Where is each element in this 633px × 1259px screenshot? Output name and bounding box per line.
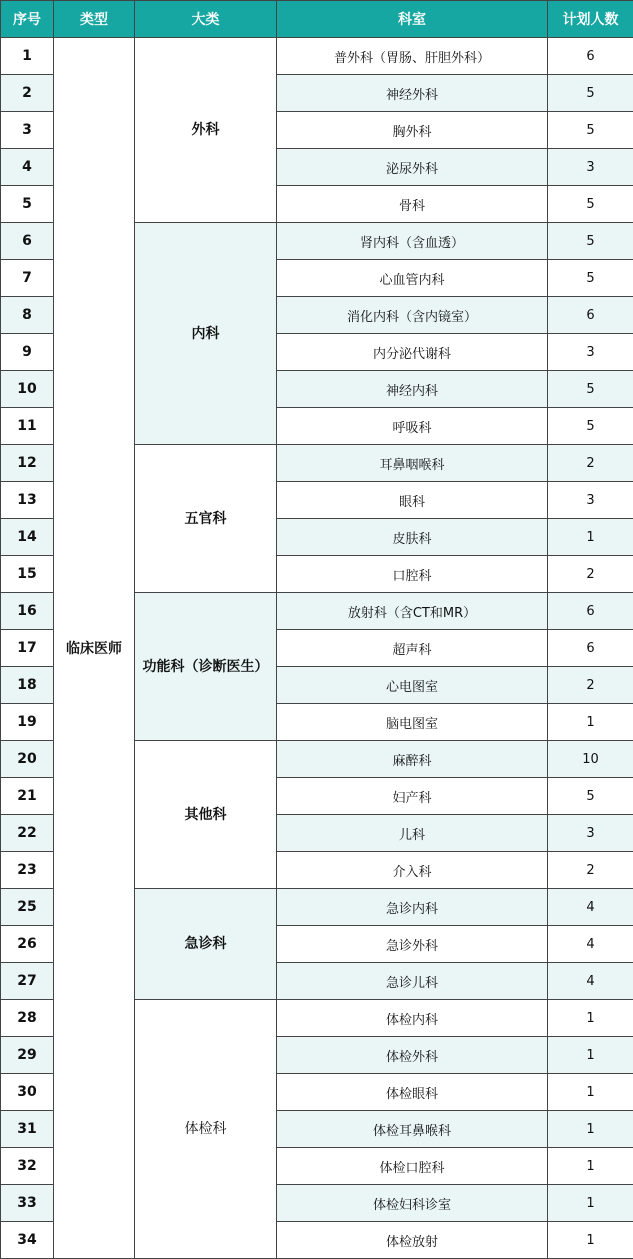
- row-serial-number: 11: [1, 408, 54, 445]
- planned-count-cell: 3: [548, 334, 633, 371]
- planned-count-cell: 1: [548, 1000, 633, 1037]
- row-serial-number: 3: [1, 112, 54, 149]
- row-serial-number: 29: [1, 1037, 54, 1074]
- planned-count-cell: 6: [548, 38, 633, 75]
- category-cell: 外科: [135, 38, 277, 223]
- department-cell: 内分泌代谢科: [277, 334, 548, 371]
- planned-count-cell: 5: [548, 260, 633, 297]
- planned-count-cell: 5: [548, 75, 633, 112]
- row-serial-number: 25: [1, 889, 54, 926]
- department-cell: 神经内科: [277, 371, 548, 408]
- department-cell: 呼吸科: [277, 408, 548, 445]
- row-serial-number: 22: [1, 815, 54, 852]
- table-row: [1, 38, 633, 75]
- department-cell: 体检放射: [277, 1222, 548, 1259]
- planned-count-cell: 1: [548, 1222, 633, 1259]
- planned-count-cell: 1: [548, 704, 633, 741]
- row-serial-number: 27: [1, 963, 54, 1000]
- row-serial-number: 28: [1, 1000, 54, 1037]
- department-cell: 心电图室: [277, 667, 548, 704]
- planned-count-cell: 6: [548, 297, 633, 334]
- category-cell: 体检科: [135, 1000, 277, 1259]
- department-cell: 骨科: [277, 186, 548, 223]
- department-cell: 口腔科: [277, 556, 548, 593]
- department-cell: 急诊外科: [277, 926, 548, 963]
- row-serial-number: 18: [1, 667, 54, 704]
- planned-count-cell: 1: [548, 1185, 633, 1222]
- department-cell: 体检眼科: [277, 1074, 548, 1111]
- department-cell: 妇产科: [277, 778, 548, 815]
- department-cell: 心血管内科: [277, 260, 548, 297]
- planned-count-cell: 1: [548, 1111, 633, 1148]
- planned-count-cell: 2: [548, 445, 633, 482]
- row-serial-number: 1: [1, 38, 54, 75]
- row-serial-number: 17: [1, 630, 54, 667]
- department-cell: 麻醉科: [277, 741, 548, 778]
- row-serial-number: 5: [1, 186, 54, 223]
- planned-count-cell: 1: [548, 1037, 633, 1074]
- row-serial-number: 31: [1, 1111, 54, 1148]
- row-serial-number: 15: [1, 556, 54, 593]
- row-serial-number: 16: [1, 593, 54, 630]
- department-cell: 肾内科（含血透）: [277, 223, 548, 260]
- department-cell: 急诊内科: [277, 889, 548, 926]
- planned-count-cell: 3: [548, 149, 633, 186]
- table-body: [1, 38, 633, 1259]
- header-planned-count: 计划人数: [548, 1, 633, 38]
- row-serial-number: 14: [1, 519, 54, 556]
- type-cell: 临床医师: [54, 38, 135, 1259]
- row-serial-number: 21: [1, 778, 54, 815]
- department-cell: 急诊儿科: [277, 963, 548, 1000]
- planned-count-cell: 2: [548, 852, 633, 889]
- row-serial-number: 30: [1, 1074, 54, 1111]
- planned-count-cell: 2: [548, 556, 633, 593]
- row-serial-number: 9: [1, 334, 54, 371]
- department-cell: 介入科: [277, 852, 548, 889]
- department-cell: 眼科: [277, 482, 548, 519]
- row-serial-number: 2: [1, 75, 54, 112]
- planned-count-cell: 3: [548, 482, 633, 519]
- row-serial-number: 10: [1, 371, 54, 408]
- planned-count-cell: 5: [548, 223, 633, 260]
- planned-count-cell: 4: [548, 926, 633, 963]
- row-serial-number: 19: [1, 704, 54, 741]
- planned-count-cell: 5: [548, 186, 633, 223]
- department-cell: 超声科: [277, 630, 548, 667]
- department-cell: 体检耳鼻喉科: [277, 1111, 548, 1148]
- category-cell: 其他科: [135, 741, 277, 889]
- planned-count-cell: 6: [548, 630, 633, 667]
- row-serial-number: 26: [1, 926, 54, 963]
- row-serial-number: 33: [1, 1185, 54, 1222]
- row-serial-number: 32: [1, 1148, 54, 1185]
- department-cell: 消化内科（含内镜室）: [277, 297, 548, 334]
- category-cell: 急诊科: [135, 889, 277, 1000]
- planned-count-cell: 5: [548, 408, 633, 445]
- department-cell: 体检口腔科: [277, 1148, 548, 1185]
- department-cell: 普外科（胃肠、肝胆外科）: [277, 38, 548, 75]
- planned-count-cell: 10: [548, 741, 633, 778]
- row-serial-number: 13: [1, 482, 54, 519]
- row-serial-number: 34: [1, 1222, 54, 1259]
- department-cell: 体检妇科诊室: [277, 1185, 548, 1222]
- department-cell: 体检内科: [277, 1000, 548, 1037]
- category-cell: 五官科: [135, 445, 277, 593]
- planned-count-cell: 5: [548, 371, 633, 408]
- department-cell: 儿科: [277, 815, 548, 852]
- department-cell: 皮肤科: [277, 519, 548, 556]
- department-cell: 胸外科: [277, 112, 548, 149]
- department-cell: 神经外科: [277, 75, 548, 112]
- department-cell: 脑电图室: [277, 704, 548, 741]
- planned-count-cell: 1: [548, 1074, 633, 1111]
- planned-count-cell: 4: [548, 889, 633, 926]
- table-header-row: [1, 1, 633, 38]
- planned-count-cell: 5: [548, 112, 633, 149]
- header-type: 类型: [54, 1, 135, 38]
- row-serial-number: 20: [1, 741, 54, 778]
- department-cell: 放射科（含CT和MR）: [277, 593, 548, 630]
- planned-count-cell: 6: [548, 593, 633, 630]
- header-department: 科室: [277, 1, 548, 38]
- category-cell: 内科: [135, 223, 277, 445]
- planned-count-cell: 1: [548, 1148, 633, 1185]
- header-serial: 序号: [1, 1, 54, 38]
- category-cell: 功能科（诊断医生）: [135, 593, 277, 741]
- department-cell: 体检外科: [277, 1037, 548, 1074]
- row-serial-number: 4: [1, 149, 54, 186]
- row-serial-number: 8: [1, 297, 54, 334]
- planned-count-cell: 5: [548, 778, 633, 815]
- header-category: 大类: [135, 1, 277, 38]
- department-cell: 耳鼻咽喉科: [277, 445, 548, 482]
- planned-count-cell: 1: [548, 519, 633, 556]
- row-serial-number: 7: [1, 260, 54, 297]
- row-serial-number: 23: [1, 852, 54, 889]
- row-serial-number: 6: [1, 223, 54, 260]
- department-cell: 泌尿外科: [277, 149, 548, 186]
- planned-count-cell: 4: [548, 963, 633, 1000]
- planned-count-cell: 3: [548, 815, 633, 852]
- row-serial-number: 12: [1, 445, 54, 482]
- planned-count-cell: 2: [548, 667, 633, 704]
